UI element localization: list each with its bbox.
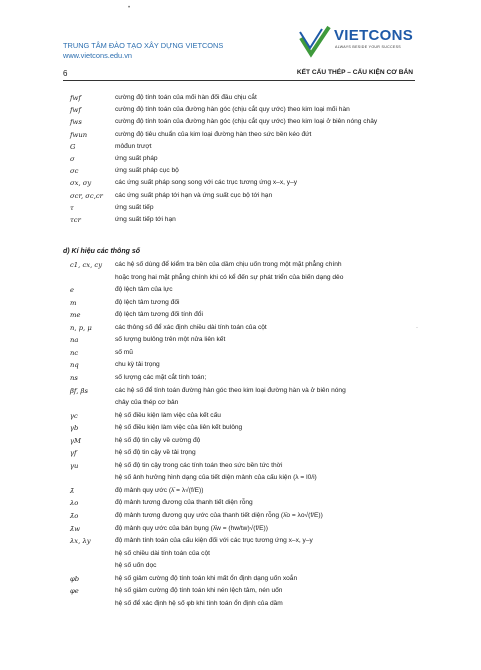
symbol-row — [70, 142, 416, 152]
symbol-notation: σ — [70, 155, 75, 163]
symbol-notation: λx, λy — [70, 537, 91, 546]
symbol-description: cường độ tiêu chuẩn của kim loại đường hàn theo sức bền kéo đứt — [115, 130, 312, 138]
symbol-notation: σc — [70, 167, 79, 176]
symbol-row — [70, 166, 416, 176]
symbol-description: ứng suất tiếp — [115, 203, 154, 211]
symbol-row — [70, 398, 416, 408]
symbol-description: ứng suất tiếp tới hạn — [115, 216, 176, 223]
symbol-row — [70, 511, 416, 521]
symbol-row — [70, 93, 416, 103]
symbol-description: số lượng bulông trên một nửa liên kết — [115, 336, 226, 344]
symbol-description: hệ số chiều dài tính toán của cột — [115, 549, 210, 557]
symbol-notation: γb — [70, 424, 79, 433]
stray-mark: • — [128, 5, 131, 11]
symbol-description: hệ số độ tin cậy trong các tính toán theo sức bền tức thời — [115, 461, 283, 469]
symbol-description: độ mảnh tương đương quy ước của thanh tiết diện rỗng (λ̄o = λo√(f/E)) — [115, 512, 323, 519]
symbol-description: hệ số độ tin cậy về cường độ — [115, 436, 201, 444]
header-divider — [63, 80, 415, 81]
website-link[interactable]: www.vietcons.edu.vn — [63, 51, 133, 60]
symbol-description: số mũ — [115, 348, 133, 356]
symbol-description: hệ số giảm cường độ tính toán khi mất ổn định dạng uốn xoắn — [115, 574, 298, 582]
stray-mark: · — [416, 325, 418, 331]
symbol-notation: γc — [70, 411, 78, 420]
symbol-description: hệ số uốn dọc — [115, 562, 157, 570]
symbol-notation: σcr, σc,cr — [70, 191, 103, 200]
symbol-notation: γu — [70, 461, 79, 470]
symbol-description: các hệ số dùng để kiểm tra bền của dầm chịu uốn trong một mặt phẳng chính — [115, 261, 342, 268]
symbol-notation: c1, cx, cy — [70, 261, 103, 269]
symbol-row — [70, 498, 416, 508]
symbol-notation: λo — [70, 499, 79, 508]
symbol-row — [70, 373, 416, 383]
symbol-description: cường độ tính toán của đường hàn góc (chịu cắt quy ước) theo kim loại ở biên nóng chảy — [115, 118, 378, 126]
symbol-row — [70, 473, 416, 483]
symbol-row — [70, 524, 416, 534]
symbol-description: hệ số ảnh hưởng hình dạng của tiết diện mảnh của cấu kiện (λ = l0/i) — [115, 474, 317, 482]
symbol-notation: na — [70, 336, 79, 345]
symbol-description: hệ số giảm cường độ tính toán khi nén lệch tâm, nén uốn — [115, 587, 283, 595]
symbol-row — [70, 154, 416, 164]
symbol-notation: φe — [70, 587, 79, 596]
symbol-notation: fws — [70, 118, 82, 127]
symbol-notation: fwun — [70, 130, 88, 139]
symbol-notation: G — [70, 142, 76, 151]
brand-slogan: ALWAYS BESIDE YOUR SUCCESS — [335, 45, 401, 49]
symbol-description: các ứng suất pháp song song với các trục tương ứng x–x, y–y — [115, 179, 298, 187]
header-center-info — [63, 41, 223, 61]
symbol-notation: m — [70, 298, 77, 307]
symbol-notation: βf, βs — [70, 386, 88, 395]
symbol-row — [70, 411, 416, 421]
symbol-description: số lượng các mặt cắt tính toán; — [115, 373, 207, 381]
symbol-description: môđun trượt — [115, 142, 152, 150]
symbol-description: độ mảnh quy ước của bản bụng (λ̄w = (hw/tw)√(f/E)) — [115, 524, 268, 532]
symbol-description: chảy của thép cơ bản — [115, 399, 179, 407]
symbol-description: độ lệch tâm tương đối — [115, 298, 180, 306]
symbol-notation: nq — [70, 361, 79, 370]
symbol-row — [70, 335, 416, 345]
symbol-row — [70, 310, 416, 320]
symbol-notation: fwf — [70, 94, 81, 102]
symbol-row — [70, 486, 416, 496]
symbol-row — [70, 423, 416, 433]
symbol-description: cường độ tính toán của đường hàn góc (chịu cắt quy ước) theo kim loại mối hàn — [115, 106, 350, 114]
symbol-description: độ lệch tâm của lực — [115, 286, 173, 294]
symbol-notation: τ — [70, 203, 74, 212]
chapter-title: KẾT CẤU THÉP – CẤU KIỆN CƠ BẢN — [296, 69, 413, 76]
symbol-description: các ứng suất pháp tới hạn và ứng suất cục bộ tới hạn — [115, 191, 273, 199]
symbol-description: cường độ tính toán của mối hàn đối đầu chịu cắt — [115, 94, 257, 101]
symbol-row — [70, 536, 416, 546]
symbol-description: hệ số để xác định hệ số φb khi tính toán ổn định của dầm — [115, 599, 283, 607]
symbol-row — [70, 323, 416, 333]
symbol-row — [70, 448, 416, 458]
page-number: 6 — [63, 69, 68, 78]
symbol-notation: me — [70, 311, 81, 320]
symbol-notation: e — [70, 286, 75, 295]
center-name: TRUNG TÂM ĐÀO TẠO XÂY DỰNG VIETCONS — [63, 41, 224, 50]
symbol-notation: λ̄ — [70, 486, 75, 495]
section-title: d) Kí hiệu các thông số — [63, 248, 141, 255]
symbol-row — [70, 215, 416, 225]
symbol-row — [70, 203, 416, 213]
symbol-row — [70, 178, 416, 188]
symbol-description: hệ số điều kiện làm việc của liên kết bulông — [115, 424, 243, 432]
symbol-row — [70, 191, 416, 201]
symbol-row — [70, 360, 416, 370]
symbol-description: các thông số để xác định chiều dài tính toán của cột — [115, 323, 267, 331]
symbol-description: ứng suất pháp — [115, 155, 158, 162]
symbol-notation: σx, σy — [70, 179, 92, 188]
symbol-notation: λ̄o — [70, 512, 79, 520]
symbol-description: độ mảnh tính toán của cấu kiện đối với các trục tương ứng x–x, y–y — [115, 537, 313, 545]
symbol-row — [70, 461, 416, 471]
symbol-notation: γM — [70, 436, 82, 445]
symbol-description: hệ số độ tin cậy về tải trọng — [115, 449, 196, 457]
symbol-row — [70, 574, 416, 584]
symbol-row — [70, 561, 416, 571]
symbol-row — [70, 285, 416, 295]
symbol-row — [70, 130, 416, 140]
symbol-notation: τcr — [70, 216, 81, 224]
symbol-row — [70, 348, 416, 358]
symbol-notation: φb — [70, 574, 80, 583]
symbol-description: độ mảnh quy ước (λ̄ = λ√(f/E)) — [115, 486, 204, 494]
symbol-description: hệ số điều kiện làm việc của kết cấu — [115, 411, 221, 419]
symbol-notation: λ̄w — [70, 524, 81, 533]
symbol-row — [70, 273, 416, 283]
symbol-row — [70, 298, 416, 308]
symbol-notation: nc — [70, 348, 79, 357]
symbol-description: độ lệch tâm tương đối tính đổi — [115, 311, 203, 319]
symbol-description: các hệ số để tính toán đường hàn góc theo kim loại đường hàn và ở biên nóng — [115, 386, 346, 394]
symbol-description: chu kỳ tải trọng — [115, 361, 160, 369]
symbol-description: độ mảnh tương đương của thanh tiết diện rỗng — [115, 499, 253, 507]
vietcons-logo — [298, 24, 414, 64]
symbol-row — [70, 117, 416, 127]
symbol-notation: fwf — [70, 106, 81, 115]
logo-check-icon — [298, 24, 332, 58]
symbol-row — [70, 105, 416, 115]
symbol-notation: ns — [70, 373, 78, 382]
symbol-row — [70, 549, 416, 559]
symbol-notation: n, p, μ — [70, 323, 92, 332]
symbol-row — [70, 260, 416, 270]
symbol-description: ứng suất pháp cục bộ — [115, 167, 179, 175]
symbol-description: hoặc trong hai mặt phẳng chính khi có kể đến sự phát triển của biến dạng dẻo — [115, 273, 344, 281]
symbol-row — [70, 436, 416, 446]
symbol-row — [70, 386, 416, 396]
symbol-row — [70, 599, 416, 609]
brand-name: VIETCONS — [334, 27, 414, 44]
symbol-notation: γf — [70, 449, 77, 458]
symbol-row — [70, 586, 416, 596]
